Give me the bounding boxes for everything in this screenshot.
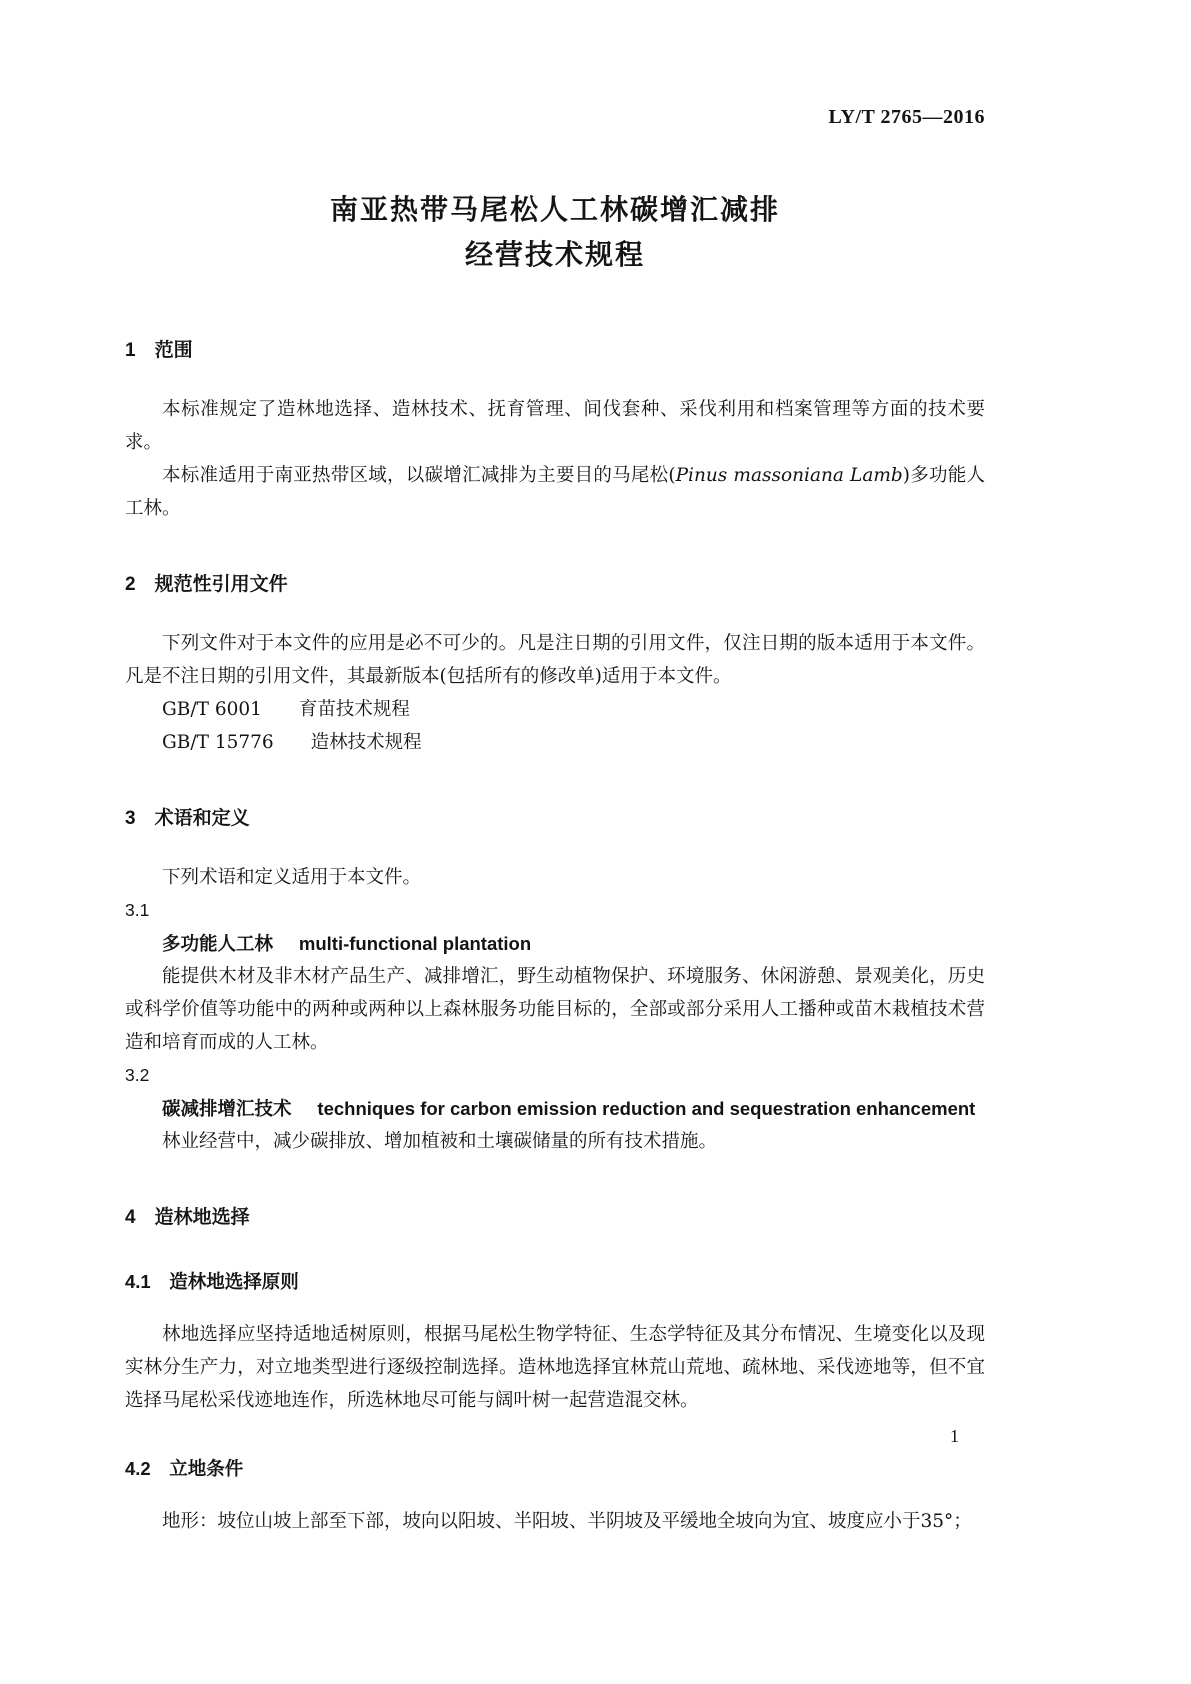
term-2-number: 3.2 xyxy=(125,1065,150,1085)
section-2-paragraph-1: 下列文件对于本文件的应用是必不可少的。凡是注日期的引用文件，仅注日期的版本适用于本文件。凡是不注日期的引用文件，其最新版本(包括所有的修改单)适用于本文件。 xyxy=(125,633,985,687)
section-4-heading: 4 造林地选择 xyxy=(125,1207,250,1228)
term-1-name-en: multi-functional plantation xyxy=(298,933,532,954)
term-2-definition: 林业经营中，减少碳排放、增加植被和土壤碳储量的所有技术措施。 xyxy=(162,1131,718,1152)
document-title-line1: 南亚热带马尾松人工林碳增汇减排 xyxy=(329,194,780,225)
section-1-paragraph-2-pre: 本标准适用于南亚热带区域，以碳增汇减排为主要目的马尾松( xyxy=(162,465,676,486)
document-title xyxy=(125,187,985,277)
document-title-line2: 经营技术规程 xyxy=(464,239,645,270)
term-1-name-zh: 多功能人工林 xyxy=(162,933,274,954)
section-4-1-heading: 4.1 造林地选择原则 xyxy=(125,1271,299,1292)
species-latin-name: Pinus massoniana Lamb xyxy=(675,465,903,486)
section-2-heading: 2 规范性引用文件 xyxy=(125,574,288,595)
section-1-paragraph-1: 本标准规定了造林地选择、造林技术、抚育管理、间伐套种、采伐利用和档案管理等方面的技术要求。 xyxy=(125,399,985,453)
section-1-paragraph-2-post: )多功能人工林。 xyxy=(125,465,986,519)
normative-reference-2: GB/T 15776 造林技术规程 xyxy=(162,732,422,753)
section-1-paragraph-2 xyxy=(125,459,985,525)
term-2-name-en: techniques for carbon emission reduction and sequestration enhancement xyxy=(317,1098,976,1119)
term-2-name xyxy=(125,1092,985,1125)
section-1-heading: 1 范围 xyxy=(125,340,193,361)
section-3-heading: 3 术语和定义 xyxy=(125,808,250,829)
section-4-2-heading: 4.2 立地条件 xyxy=(125,1458,244,1479)
term-2-name-zh: 碳减排增汇技术 xyxy=(162,1098,292,1119)
term-1-definition: 能提供木材及非木材产品生产、减排增汇，野生动植物保护、环境服务、休闲游憩、景观美化，历史或科学价值等功能中的两种或两种以上森林服务功能目标的，全部或部分采用人工播种或苗木栽植技术营造和培育而成的人工林。 xyxy=(125,966,985,1053)
term-1-number: 3.1 xyxy=(125,900,150,920)
term-1-name xyxy=(125,927,985,960)
normative-reference-1: GB/T 6001 育苗技术规程 xyxy=(162,699,410,720)
doc-standard-code: LY/T 2765—2016 xyxy=(828,106,985,128)
section-4-2-paragraph-1: 地形：坡位山坡上部至下部，坡向以阳坡、半阳坡、半阴坡及平缓地全坡向为宜、坡度应小于35°； xyxy=(162,1511,972,1532)
page-number: 1 xyxy=(950,1426,959,1446)
section-4-1-paragraph-1: 林地选择应坚持适地适树原则，根据马尾松生物学特征、生态学特征及其分布情况、生境变化以及现实林分生产力，对立地类型进行逐级控制选择。造林地选择宜林荒山荒地、疏林地、采伐迹地等，但不宜选择马尾松采伐迹地连作，所选林地尽可能与阔叶树一起营造混交林。 xyxy=(125,1324,985,1411)
section-3-intro: 下列术语和定义适用于本文件。 xyxy=(162,867,422,888)
